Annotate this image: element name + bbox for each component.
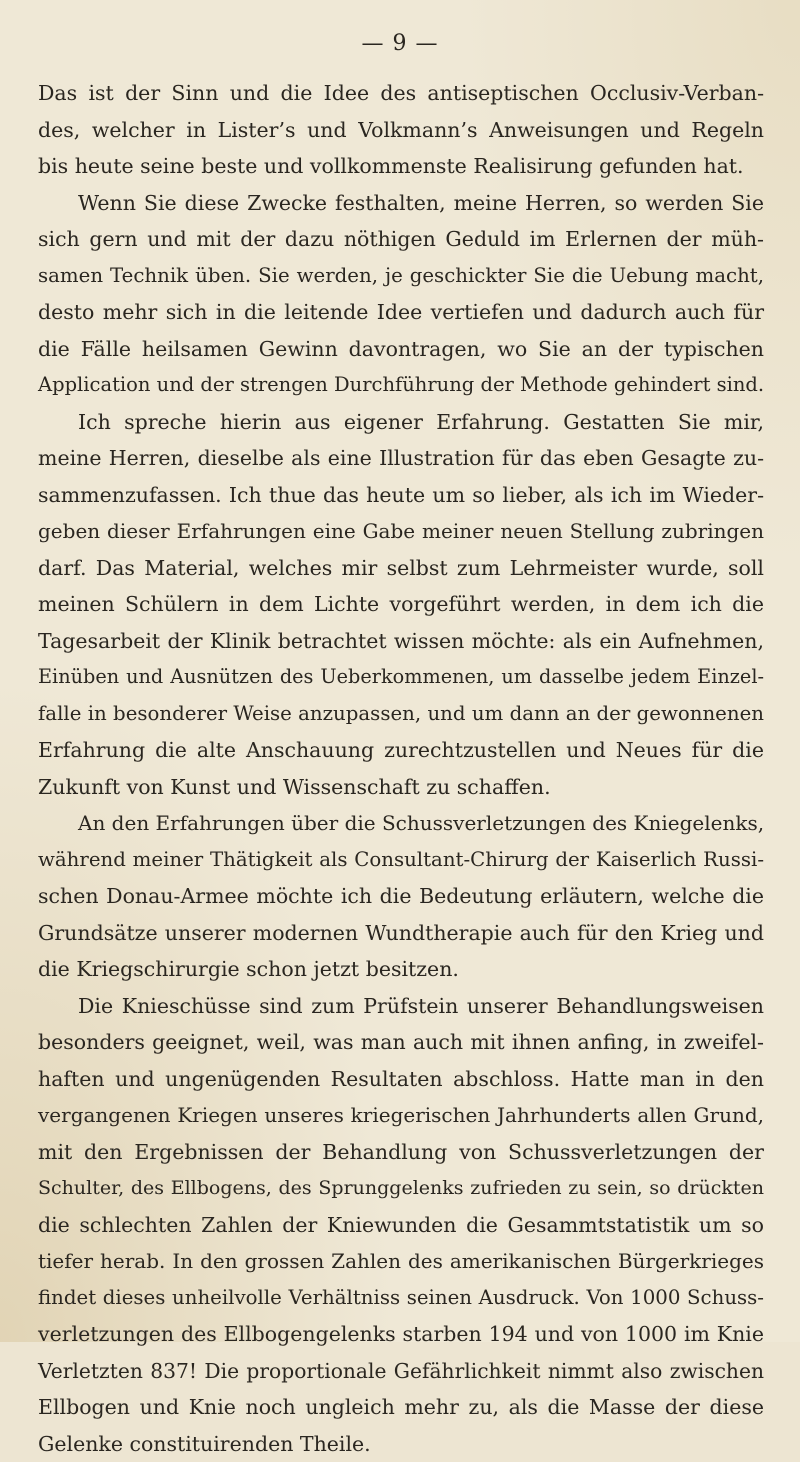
text-line: Gelenke constituirenden Theile. (38, 1426, 764, 1462)
text-line: geben dieser Erfahrungen eine Gabe meiner neuen Stellung zubringen (38, 513, 764, 550)
text-line: haften und ungenügenden Resultaten abschloss. Hatte man in den (38, 1061, 764, 1098)
text-line: während meiner Thätigkeit als Consultant-Chirurg der Kaiserlich Russi- (38, 842, 764, 879)
text-line: vergangenen Kriegen unseres kriegerischen Jahrhunderts allen Grund, (38, 1097, 764, 1134)
text-line: sammenzufassen. Ich thue das heute um so lieber, als ich im Wieder- (38, 477, 764, 514)
text-line: tiefer herab. In den grossen Zahlen des amerikanischen Bürgerkrieges (38, 1243, 764, 1280)
body-text (38, 75, 764, 1462)
text-line: Zukunft von Kunst und Wissenschaft zu schaffen. (38, 769, 764, 806)
text-line: die Fälle heilsamen Gewinn davontragen, wo Sie an der typischen (38, 331, 764, 368)
text-line: Grundsätze unserer modernen Wundtherapie auch für den Krieg und (38, 915, 764, 952)
text-line: Tagesarbeit der Klinik betrachtet wissen möchte: als ein Aufnehmen, (38, 623, 764, 660)
text-line: Wenn Sie diese Zwecke festhalten, meine Herren, so werden Sie (38, 185, 764, 222)
text-line: Das ist der Sinn und die Idee des antiseptischen Occlusiv-Verban- (38, 75, 764, 112)
text-line: Schulter, des Ellbogens, des Sprunggelenks zufrieden zu sein, so drückten (38, 1170, 764, 1207)
text-line: Erfahrung die alte Anschauung zurechtzustellen und Neues für die (38, 732, 764, 769)
text-line: sich gern und mit der dazu nöthigen Geduld im Erlernen der müh- (38, 221, 764, 258)
text-line: samen Technik üben. Sie werden, je geschickter Sie die Uebung macht, (38, 258, 764, 295)
text-line: meine Herren, dieselbe als eine Illustration für das eben Gesagte zu- (38, 440, 764, 477)
text-line: Einüben und Ausnützen des Ueberkommenen, um dasselbe jedem Einzel- (38, 659, 764, 696)
text-line: die Kriegschirurgie schon jetzt besitzen. (38, 951, 764, 988)
text-line: Ellbogen und Knie noch ungleich mehr zu, als die Masse der diese (38, 1389, 764, 1426)
text-line: die schlechten Zahlen der Kniewunden die Gesammtstatistik um so (38, 1207, 764, 1244)
text-line: falle in besonderer Weise anzupassen, und um dann an der gewonnenen (38, 696, 764, 733)
text-line: bis heute seine beste und vollkommenste Realisirung gefunden hat. (38, 148, 764, 185)
text-line: darf. Das Material, welches mir selbst zum Lehrmeister wurde, soll (38, 550, 764, 587)
text-line: schen Donau-Armee möchte ich die Bedeutung erläutern, welche die (38, 878, 764, 915)
text-line: Ich spreche hierin aus eigener Erfahrung. Gestatten Sie mir, (38, 404, 764, 441)
text-line: desto mehr sich in die leitende Idee vertiefen und dadurch auch für (38, 294, 764, 331)
text-line: verletzungen des Ellbogengelenks starben 194 und von 1000 im Knie (38, 1316, 764, 1353)
text-line: Application und der strengen Durchführung der Methode gehindert sind. (38, 367, 764, 404)
text-line: An den Erfahrungen über die Schussverletzungen des Kniegelenks, (38, 805, 764, 842)
page-number: — 9 — (0, 31, 800, 56)
text-line: findet dieses unheilvolle Verhältniss seinen Ausdruck. Von 1000 Schuss- (38, 1280, 764, 1317)
text-line: des, welcher in Lister’s und Volkmann’s Anweisungen und Regeln (38, 112, 764, 149)
text-line: besonders geeignet, weil, was man auch mit ihnen anfing, in zweifel- (38, 1024, 764, 1061)
text-line: Die Knieschüsse sind zum Prüfstein unserer Behandlungsweisen (38, 988, 764, 1025)
text-line: mit den Ergebnissen der Behandlung von Schussverletzungen der (38, 1134, 764, 1171)
text-line: meinen Schülern in dem Lichte vorgeführt werden, in dem ich die (38, 586, 764, 623)
text-line: Verletzten 837! Die proportionale Gefährlichkeit nimmt also zwischen (38, 1353, 764, 1390)
